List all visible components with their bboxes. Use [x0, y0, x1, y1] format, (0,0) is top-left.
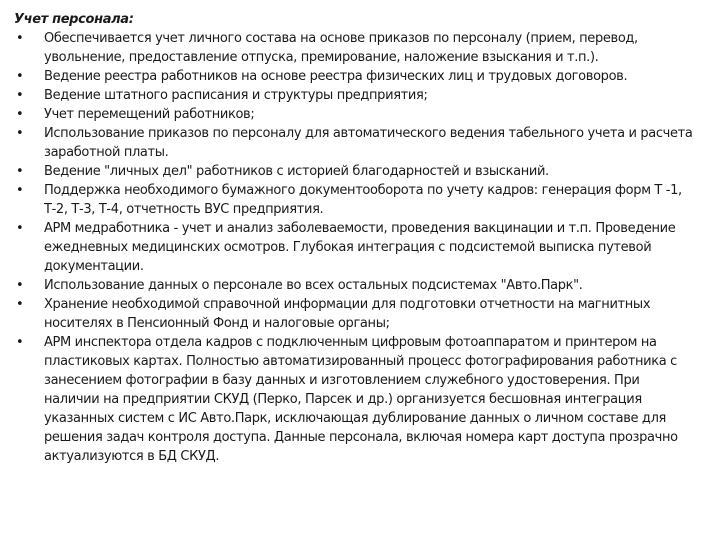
list-item-text: Хранение необходимой справочной информации для подготовки отчетности на магнитных носителях в Пенсионный Фонд и налоговые органы; — [44, 297, 651, 331]
list-item — [14, 276, 698, 295]
list-item-text: Поддержка необходимого бумажного документооборота по учету кадров: генерация форм Т -1, Т-2, Т-3, Т-4, отчетность ВУС предприятия. — [44, 183, 682, 217]
list-item-text: Использование данных о персонале во всех остальных подсистемах "Авто.Парк". — [44, 278, 583, 293]
bullet-list — [14, 29, 698, 466]
section-title: Учет персонала: — [14, 12, 134, 27]
list-item — [14, 67, 698, 86]
bullet-icon: • — [16, 221, 24, 236]
bullet-icon: • — [16, 88, 24, 103]
list-item — [14, 105, 698, 124]
bullet-icon: • — [16, 126, 24, 141]
list-item-text: Ведение реестра работников на основе реестра физических лиц и трудовых договоров. — [44, 69, 628, 84]
bullet-icon: • — [16, 69, 24, 84]
list-item — [14, 162, 698, 181]
bullet-icon: • — [16, 278, 24, 293]
list-item-text: Использование приказов по персоналу для автоматического ведения табельного учета и расчета заработной платы. — [44, 126, 693, 160]
list-item — [14, 295, 698, 333]
bullet-icon: • — [16, 107, 24, 122]
list-item-text: АРМ инспектора отдела кадров с подключенным цифровым фотоаппаратом и принтером на пластиковых картах. Полностью автоматизированный процесс фотографирования работника с занесением фотографии в базу данных и изготовлением служебного удостоверения. При наличии на предприятии СКУД (Перко, Парсек и др.) организуется бесшовная интеграция указанных систем с ИС Авто.Парк, исключающая дублирование данных о личном составе для решения задач контроля доступа. Данные персонала, включая номера карт доступа прозрачно актуализуются в БД СКУД. — [44, 335, 678, 464]
bullet-icon: • — [16, 297, 24, 312]
document-body — [14, 10, 698, 466]
bullet-icon: • — [16, 31, 24, 46]
list-item — [14, 219, 698, 276]
bullet-icon: • — [16, 164, 24, 179]
list-item-text: Учет перемещений работников; — [44, 107, 255, 122]
list-item-text: Ведение "личных дел" работников с историей благодарностей и взысканий. — [44, 164, 549, 179]
list-item — [14, 86, 698, 105]
bullet-icon: • — [16, 183, 24, 198]
list-item — [14, 333, 698, 466]
bullet-icon: • — [16, 335, 24, 350]
list-item — [14, 124, 698, 162]
list-item — [14, 181, 698, 219]
list-item — [14, 29, 698, 67]
list-item-text: Обеспечивается учет личного состава на основе приказов по персоналу (прием, перевод, увольнение, предоставление отпуска, премирование, наложение взыскания и т.п.). — [44, 31, 638, 65]
list-item-text: Ведение штатного расписания и структуры предприятия; — [44, 88, 428, 103]
list-item-text: АРМ медработника - учет и анализ заболеваемости, проведения вакцинации и т.п. Проведение ежедневных медицинских осмотров. Глубокая интеграция с подсистемой выписка путевой документации. — [44, 221, 676, 274]
